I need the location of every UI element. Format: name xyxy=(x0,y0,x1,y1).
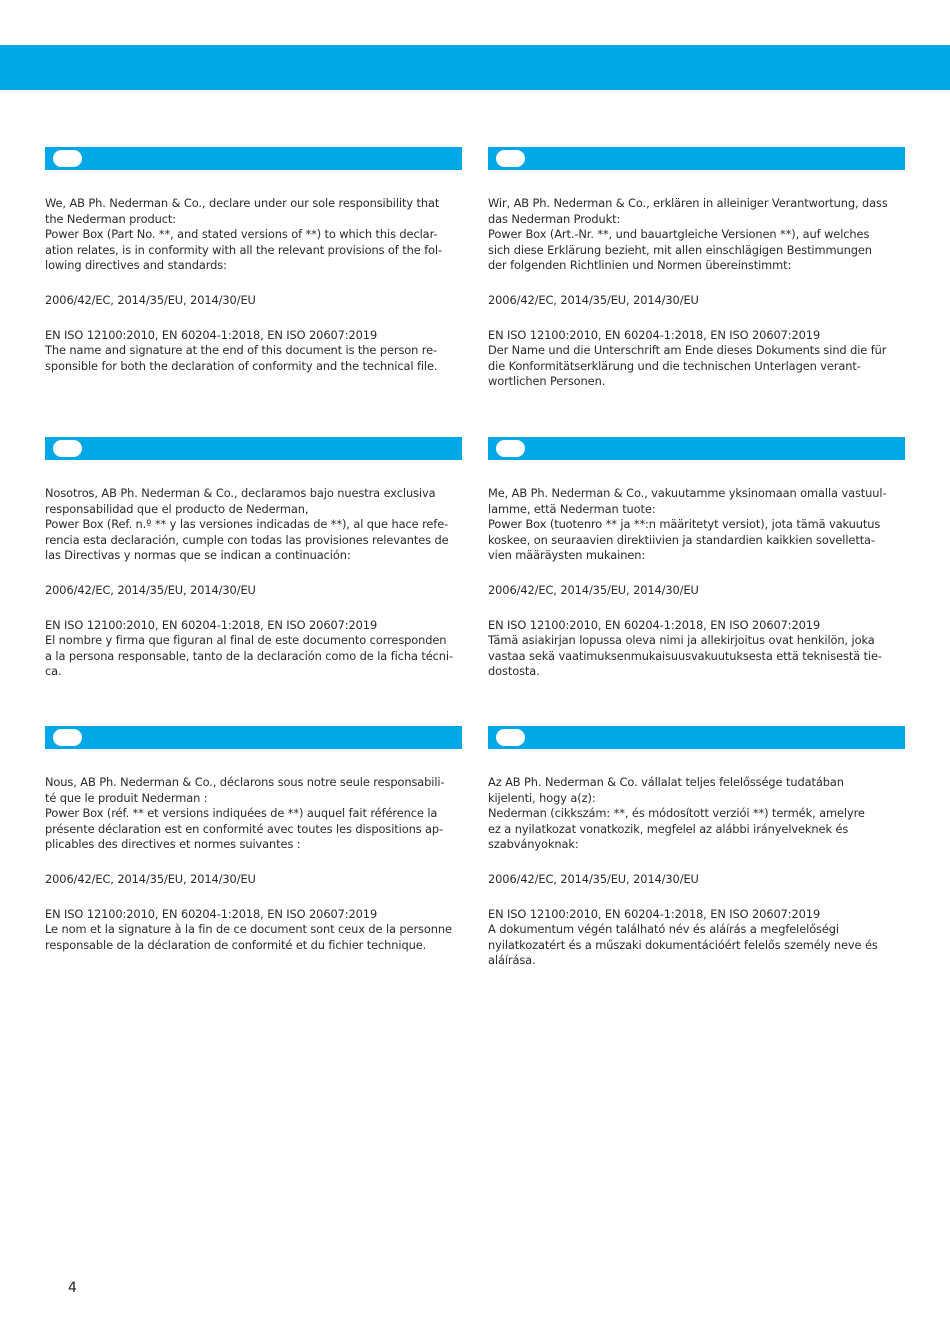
language-flag-pill xyxy=(53,440,82,457)
standards-list: EN ISO 12100:2010, EN 60204-1:2018, EN ISO 20607:2019 xyxy=(45,906,378,921)
declaration-intro: Nous, AB Ph. Nederman & Co., déclarons sous notre seule responsabili- té que le produit Nederman : Power Box (réf. ** et versions indiquées de **) auquel fait référence la présente déclaration est en conformité avec toutes les dispositions ap- plicables des directives et normes suivantes : xyxy=(45,775,445,852)
standards-list: EN ISO 12100:2010, EN 60204-1:2018, EN ISO 20607:2019 xyxy=(488,617,821,632)
page-number: 4 xyxy=(68,1280,77,1296)
declaration-body xyxy=(45,486,462,680)
section-header-bar xyxy=(45,147,462,170)
declaration-intro: Me, AB Ph. Nederman & Co., vakuutamme yksinomaan omalla vastuul- lamme, että Nederman tuote: Power Box (tuotenro ** ja **:n määritetyt versiot), jota tämä vakuutus koskee, on seuraavien direktiivien ja standardien kaikkien sovelletta- vien määräysten mukainen: xyxy=(488,486,887,563)
declaration-closing: A dokumentum végén található név és aláírás a megfelelőségi nyilatkozatért és a műszaki dokumentációért felelős személy neve és aláírása. xyxy=(488,922,878,968)
section-header-bar xyxy=(488,147,905,170)
declaration-closing: Tämä asiakirjan lopussa oleva nimi ja allekirjoitus ovat henkilön, joka vastaa sekä vaatimuksenmukaisuusvakuutuksesta että teknisestä tie- dostosta. xyxy=(488,633,882,679)
declaration-section xyxy=(488,147,905,390)
section-header-bar xyxy=(45,437,462,460)
section-header-bar xyxy=(488,726,905,749)
directives-list: 2006/42/EC, 2014/35/EU, 2014/30/EU xyxy=(488,292,699,307)
declaration-section xyxy=(488,437,905,680)
section-header-bar xyxy=(45,726,462,749)
declaration-section xyxy=(45,147,462,374)
standards-list: EN ISO 12100:2010, EN 60204-1:2018, EN ISO 20607:2019 xyxy=(45,617,378,632)
declaration-body xyxy=(45,775,462,953)
language-flag-pill xyxy=(496,729,525,746)
declaration-section xyxy=(45,437,462,680)
header-band xyxy=(0,45,950,90)
directives-list: 2006/42/EC, 2014/35/EU, 2014/30/EU xyxy=(45,582,256,597)
declaration-intro: We, AB Ph. Nederman & Co., declare under our sole responsibility that the Nederman product: Power Box (Part No. **, and stated versions of **) to which this declar- ation relates, is in conformity with all the relevant provisions of the fol- lowing directives and standards: xyxy=(45,196,443,273)
declaration-body xyxy=(488,775,905,969)
standards-list: EN ISO 12100:2010, EN 60204-1:2018, EN ISO 20607:2019 xyxy=(488,327,821,342)
declaration-section xyxy=(488,726,905,969)
declaration-intro: Az AB Ph. Nederman & Co. vállalat teljes felelőssége tudatában kijelenti, hogy a(z): Nederman (cikkszám: **, és módosított verziói **) termék, amelyre ez a nyilatkozat vonatkozik, megfelel az alábbi irányelveknek és szabványoknak: xyxy=(488,775,865,852)
language-flag-pill xyxy=(53,729,82,746)
declaration-body xyxy=(45,196,462,374)
section-header-bar xyxy=(488,437,905,460)
declaration-body xyxy=(488,486,905,680)
language-flag-pill xyxy=(53,150,82,167)
directives-list: 2006/42/EC, 2014/35/EU, 2014/30/EU xyxy=(45,292,256,307)
declaration-closing: Le nom et la signature à la fin de ce document sont ceux de la personne responsable de la déclaration de conformité et du fichier technique. xyxy=(45,922,452,952)
declaration-intro: Wir, AB Ph. Nederman & Co., erklären in alleiniger Verantwortung, dass das Nederman Produkt: Power Box (Art.-Nr. **, und bauartgleiche Versionen **), auf welches sich diese Erklärung bezieht, mit allen einschlägigen Bestimmungen der folgenden Richtlinien und Normen übereinstimmt: xyxy=(488,196,888,273)
standards-list: EN ISO 12100:2010, EN 60204-1:2018, EN ISO 20607:2019 xyxy=(488,906,821,921)
declaration-closing: El nombre y firma que figuran al final de este documento corresponden a la persona responsable, tanto de la declaración como de la ficha técni- ca. xyxy=(45,633,453,679)
directives-list: 2006/42/EC, 2014/35/EU, 2014/30/EU xyxy=(488,582,699,597)
directives-list: 2006/42/EC, 2014/35/EU, 2014/30/EU xyxy=(45,871,256,886)
language-flag-pill xyxy=(496,440,525,457)
declaration-section xyxy=(45,726,462,953)
standards-list: EN ISO 12100:2010, EN 60204-1:2018, EN ISO 20607:2019 xyxy=(45,327,378,342)
declaration-closing: Der Name und die Unterschrift am Ende dieses Dokuments sind die für die Konformitätserklärung und die technischen Unterlagen verant- wortlichen Personen. xyxy=(488,343,887,389)
directives-list: 2006/42/EC, 2014/35/EU, 2014/30/EU xyxy=(488,871,699,886)
language-flag-pill xyxy=(496,150,525,167)
declaration-closing: The name and signature at the end of this document is the person re- sponsible for both the declaration of conformity and the technical file. xyxy=(45,343,438,373)
declaration-body xyxy=(488,196,905,390)
declaration-intro: Nosotros, AB Ph. Nederman & Co., declaramos bajo nuestra exclusiva responsabilidad que el producto de Nederman, Power Box (Ref. n.º ** y las versiones indicadas de **), al que hace refe- rencia esta declaración, cumple con todas las provisiones relevantes de las Directivas y normas que se indican a continuación: xyxy=(45,486,449,563)
